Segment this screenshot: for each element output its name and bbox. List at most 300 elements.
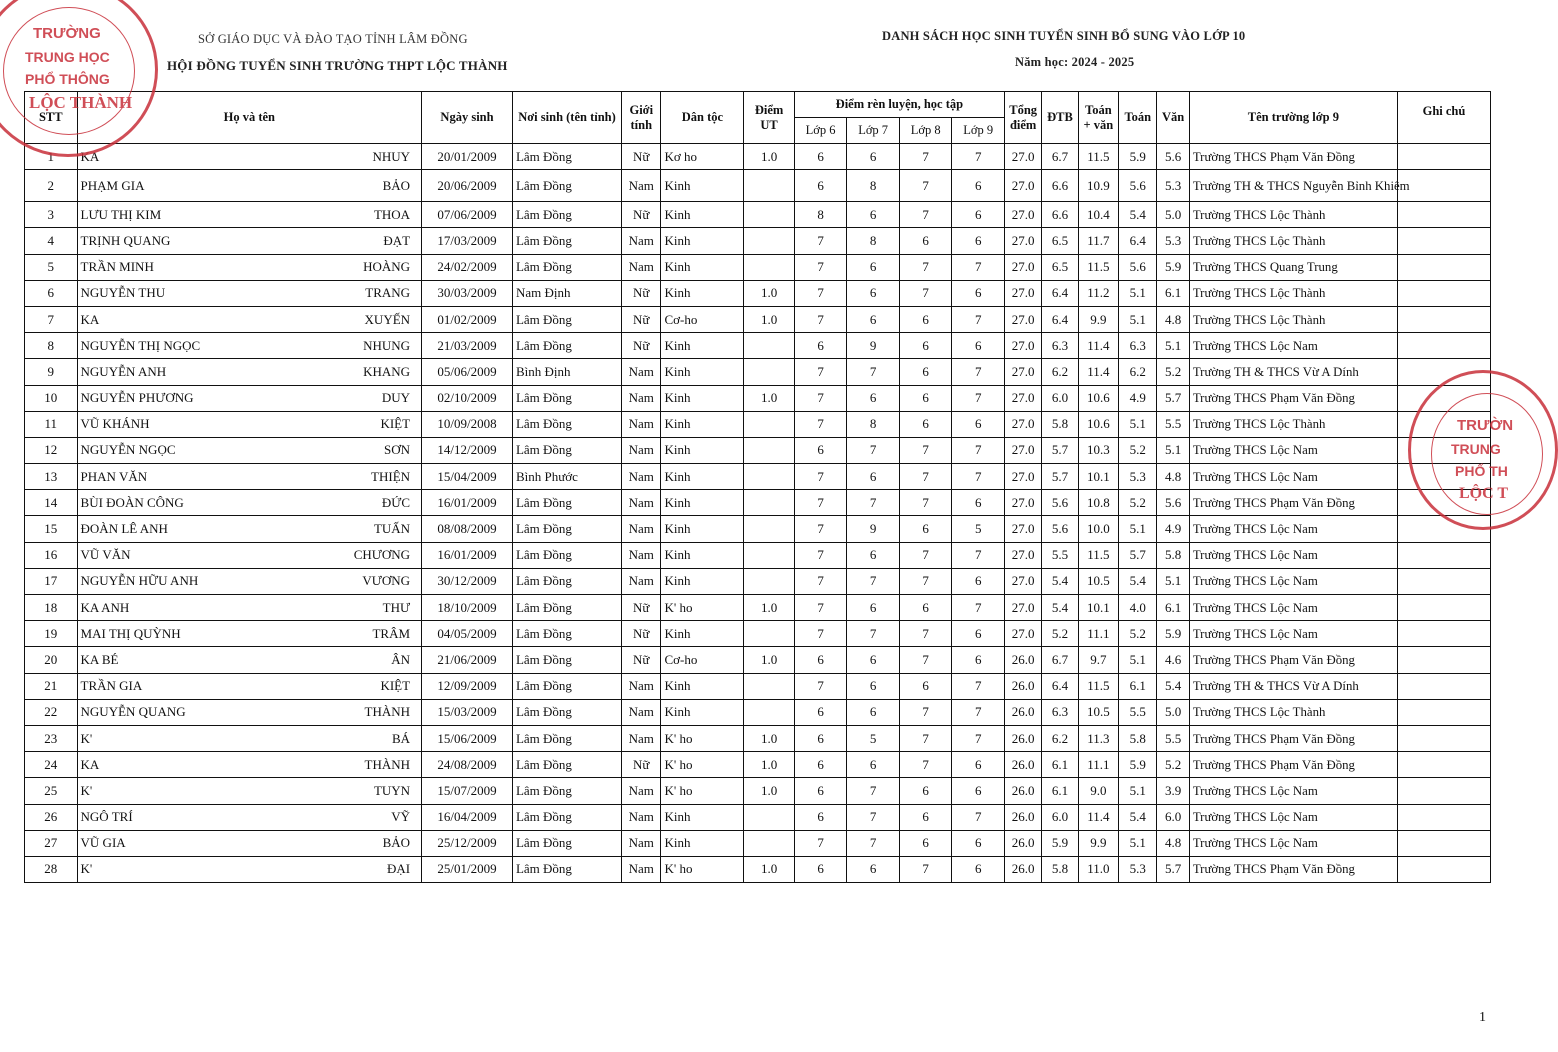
- cell-gender: Nữ: [622, 202, 661, 228]
- cell-name: [77, 144, 422, 170]
- cell-stt: 13: [25, 464, 78, 490]
- col-note: Ghi chú: [1397, 92, 1490, 144]
- cell-stt: 10: [25, 385, 78, 411]
- cell-school: Trường THCS Lộc Nam: [1189, 804, 1397, 830]
- cell-name: [77, 647, 422, 673]
- cell-gpa: 5.7: [1042, 437, 1078, 463]
- last-middle-name: NGUYỄN PHƯƠNG: [80, 390, 194, 406]
- table-row: [25, 647, 1491, 673]
- first-name: THƯ: [382, 599, 411, 615]
- last-middle-name: VŨ GIA: [80, 835, 126, 851]
- cell-pob: Lâm Đồng: [512, 254, 621, 280]
- cell-bonus: [744, 804, 795, 830]
- cell-name: [77, 385, 422, 411]
- cell-total: 27.0: [1004, 228, 1041, 254]
- cell-note: [1397, 778, 1490, 804]
- cell-lit: 5.0: [1157, 699, 1189, 725]
- cell-g7: 9: [847, 333, 900, 359]
- cell-total: 27.0: [1004, 464, 1041, 490]
- table-row: [25, 144, 1491, 170]
- cell-g6: 7: [794, 490, 847, 516]
- cell-mathlit: 9.7: [1078, 647, 1118, 673]
- cell-gender: Nữ: [622, 333, 661, 359]
- table-row: [25, 804, 1491, 830]
- col-math-lit: Toán + văn: [1078, 92, 1118, 144]
- cell-school: Trường THCS Phạm Văn Đồng: [1189, 725, 1397, 751]
- cell-pob: Nam Định: [512, 280, 621, 306]
- cell-dob: 25/01/2009: [422, 856, 513, 882]
- cell-stt: 5: [25, 254, 78, 280]
- cell-gender: Nữ: [622, 621, 661, 647]
- cell-g8: 6: [899, 333, 952, 359]
- first-name: VƯƠNG: [362, 573, 411, 589]
- cell-math: 5.9: [1119, 752, 1157, 778]
- cell-stt: 9: [25, 359, 78, 385]
- last-middle-name: KA ANH: [80, 599, 130, 615]
- cell-g6: 7: [794, 673, 847, 699]
- cell-bonus: 1.0: [744, 385, 795, 411]
- cell-name: [77, 306, 422, 332]
- cell-note: [1397, 144, 1490, 170]
- cell-lit: 5.3: [1157, 228, 1189, 254]
- cell-dob: 30/12/2009: [422, 568, 513, 594]
- cell-bonus: [744, 516, 795, 542]
- cell-school: Trường THCS Lộc Thành: [1189, 280, 1397, 306]
- first-name: SƠN: [384, 442, 411, 458]
- cell-mathlit: 10.1: [1078, 464, 1118, 490]
- cell-gpa: 5.2: [1042, 621, 1078, 647]
- last-middle-name: ĐOÀN LÊ ANH: [80, 521, 168, 537]
- first-name: NHUY: [372, 148, 411, 164]
- cell-pob: Lâm Đồng: [512, 752, 621, 778]
- cell-math: 5.4: [1119, 568, 1157, 594]
- cell-note: [1397, 170, 1490, 202]
- seal-line-4: LỘC THÀNH: [29, 93, 133, 112]
- cell-g7: 7: [847, 490, 900, 516]
- cell-stt: 8: [25, 333, 78, 359]
- cell-school: Trường THCS Quang Trung: [1189, 254, 1397, 280]
- cell-g9: 5: [952, 516, 1005, 542]
- cell-g8: 7: [899, 437, 952, 463]
- cell-school: Trường THCS Phạm Văn Đồng: [1189, 647, 1397, 673]
- cell-mathlit: 10.6: [1078, 385, 1118, 411]
- col-training-group: Điểm rèn luyện, học tập: [794, 92, 1004, 118]
- table-row: [25, 568, 1491, 594]
- table-row: [25, 333, 1491, 359]
- cell-g9: 6: [952, 228, 1005, 254]
- cell-pob: Lâm Đồng: [512, 699, 621, 725]
- first-name: CHƯƠNG: [353, 547, 411, 563]
- cell-g6: 7: [794, 254, 847, 280]
- cell-total: 27.0: [1004, 202, 1041, 228]
- cell-g6: 7: [794, 621, 847, 647]
- cell-bonus: 1.0: [744, 280, 795, 306]
- cell-bonus: [744, 411, 795, 437]
- cell-g8: 7: [899, 490, 952, 516]
- cell-school: Trường THCS Lộc Nam: [1189, 464, 1397, 490]
- cell-school: Trường THCS Phạm Văn Đồng: [1189, 385, 1397, 411]
- cell-g8: 6: [899, 804, 952, 830]
- first-name: BÁ: [391, 730, 411, 746]
- cell-g6: 7: [794, 411, 847, 437]
- table-row: [25, 437, 1491, 463]
- cell-math: 6.4: [1119, 228, 1157, 254]
- cell-g7: 6: [847, 306, 900, 332]
- cell-total: 27.0: [1004, 280, 1041, 306]
- last-middle-name: VŨ KHÁNH: [80, 416, 150, 432]
- cell-g7: 6: [847, 673, 900, 699]
- cell-gender: Nam: [622, 464, 661, 490]
- cell-gender: Nam: [622, 254, 661, 280]
- col-name: Họ và tên: [77, 92, 422, 144]
- council-name: HỘI ĐỒNG TUYỂN SINH TRƯỜNG THPT LỘC THÀNH: [167, 58, 508, 73]
- cell-mathlit: 11.1: [1078, 621, 1118, 647]
- cell-lit: 6.0: [1157, 804, 1189, 830]
- cell-lit: 5.6: [1157, 490, 1189, 516]
- cell-g7: 7: [847, 778, 900, 804]
- cell-school: Trường TH & THCS Vừ A Dính: [1189, 673, 1397, 699]
- first-name: HOÀNG: [363, 259, 411, 275]
- cell-lit: 5.4: [1157, 673, 1189, 699]
- table-row: [25, 464, 1491, 490]
- cell-lit: 5.1: [1157, 437, 1189, 463]
- cell-mathlit: 11.4: [1078, 333, 1118, 359]
- cell-stt: 4: [25, 228, 78, 254]
- cell-g6: 6: [794, 437, 847, 463]
- seal-right-line-2: TRUNG: [1451, 441, 1501, 457]
- cell-g8: 7: [899, 170, 952, 202]
- cell-name: [77, 490, 422, 516]
- cell-ethnic: Kinh: [661, 280, 744, 306]
- cell-gpa: 6.7: [1042, 647, 1078, 673]
- cell-school: Trường THCS Lộc Nam: [1189, 516, 1397, 542]
- cell-name: [77, 228, 422, 254]
- cell-school: Trường THCS Lộc Nam: [1189, 778, 1397, 804]
- cell-mathlit: 11.5: [1078, 542, 1118, 568]
- cell-g7: 8: [847, 411, 900, 437]
- cell-dob: 10/09/2008: [422, 411, 513, 437]
- cell-g9: 7: [952, 144, 1005, 170]
- cell-dob: 05/06/2009: [422, 359, 513, 385]
- cell-total: 26.0: [1004, 673, 1041, 699]
- last-middle-name: NGUYỄN THỊ NGỌC: [80, 337, 201, 353]
- cell-g7: 6: [847, 752, 900, 778]
- cell-note: [1397, 280, 1490, 306]
- col-grade9: Lớp 9: [952, 118, 1005, 144]
- cell-name: [77, 725, 422, 751]
- cell-stt: 22: [25, 699, 78, 725]
- cell-pob: Lâm Đồng: [512, 170, 621, 202]
- seal-line-1: TRƯỜNG: [33, 25, 101, 42]
- cell-note: [1397, 202, 1490, 228]
- cell-stt: 17: [25, 568, 78, 594]
- cell-g6: 7: [794, 359, 847, 385]
- cell-math: 5.1: [1119, 778, 1157, 804]
- cell-g8: 6: [899, 830, 952, 856]
- cell-g8: 6: [899, 778, 952, 804]
- table-row: [25, 202, 1491, 228]
- cell-g9: 7: [952, 437, 1005, 463]
- first-name: TUYN: [373, 782, 411, 798]
- seal-right-line-1: TRƯỜN: [1457, 417, 1514, 434]
- cell-stt: 1: [25, 144, 78, 170]
- cell-g6: 8: [794, 202, 847, 228]
- cell-note: [1397, 595, 1490, 621]
- col-school: Tên trường lớp 9: [1189, 92, 1397, 144]
- cell-ethnic: Kinh: [661, 542, 744, 568]
- cell-mathlit: 10.8: [1078, 490, 1118, 516]
- last-middle-name: TRỊNH QUANG: [80, 232, 171, 248]
- cell-math: 5.4: [1119, 202, 1157, 228]
- cell-stt: 3: [25, 202, 78, 228]
- cell-gpa: 5.8: [1042, 856, 1078, 882]
- cell-note: [1397, 699, 1490, 725]
- cell-pob: Lâm Đồng: [512, 306, 621, 332]
- cell-pob: Lâm Đồng: [512, 202, 621, 228]
- cell-g7: 6: [847, 144, 900, 170]
- cell-school: Trường THCS Lộc Nam: [1189, 542, 1397, 568]
- cell-total: 27.0: [1004, 144, 1041, 170]
- first-name: THOA: [373, 206, 411, 222]
- cell-total: 27.0: [1004, 385, 1041, 411]
- cell-g9: 6: [952, 280, 1005, 306]
- last-middle-name: K': [80, 730, 93, 746]
- cell-pob: Lâm Đồng: [512, 516, 621, 542]
- cell-g8: 7: [899, 621, 952, 647]
- first-name: VỸ: [391, 809, 411, 825]
- cell-gender: Nam: [622, 542, 661, 568]
- cell-bonus: 1.0: [744, 725, 795, 751]
- cell-ethnic: Kinh: [661, 411, 744, 437]
- cell-g6: 7: [794, 306, 847, 332]
- last-middle-name: KA: [80, 311, 100, 327]
- table-row: [25, 359, 1491, 385]
- cell-bonus: [744, 202, 795, 228]
- cell-ethnic: Kinh: [661, 621, 744, 647]
- first-name: THIỆN: [371, 468, 411, 484]
- cell-name: [77, 699, 422, 725]
- seal-line-2: TRUNG HỌC: [25, 49, 110, 65]
- cell-g8: 6: [899, 516, 952, 542]
- cell-math: 5.5: [1119, 699, 1157, 725]
- cell-total: 26.0: [1004, 752, 1041, 778]
- cell-math: 5.1: [1119, 306, 1157, 332]
- cell-ethnic: Kinh: [661, 516, 744, 542]
- table-row: [25, 516, 1491, 542]
- table-row: [25, 621, 1491, 647]
- cell-gpa: 6.6: [1042, 202, 1078, 228]
- first-name: TRÂM: [372, 625, 411, 641]
- cell-mathlit: 10.5: [1078, 568, 1118, 594]
- seal-line-3: PHỔ THÔNG: [25, 71, 110, 87]
- cell-g6: 7: [794, 830, 847, 856]
- cell-gpa: 6.1: [1042, 752, 1078, 778]
- cell-total: 27.0: [1004, 568, 1041, 594]
- cell-ethnic: Kinh: [661, 170, 744, 202]
- cell-mathlit: 10.3: [1078, 437, 1118, 463]
- first-name: ĐẠI: [386, 861, 411, 877]
- cell-total: 26.0: [1004, 647, 1041, 673]
- cell-gender: Nam: [622, 437, 661, 463]
- cell-math: 5.1: [1119, 830, 1157, 856]
- cell-math: 5.6: [1119, 170, 1157, 202]
- cell-name: [77, 202, 422, 228]
- cell-total: 26.0: [1004, 804, 1041, 830]
- table-row: [25, 170, 1491, 202]
- cell-gpa: 5.6: [1042, 516, 1078, 542]
- cell-dob: 07/06/2009: [422, 202, 513, 228]
- cell-dob: 24/08/2009: [422, 752, 513, 778]
- cell-bonus: [744, 568, 795, 594]
- cell-g8: 7: [899, 725, 952, 751]
- cell-school: Trường THCS Phạm Văn Đồng: [1189, 752, 1397, 778]
- cell-gender: Nữ: [622, 752, 661, 778]
- cell-stt: 6: [25, 280, 78, 306]
- cell-g7: 6: [847, 542, 900, 568]
- cell-g9: 6: [952, 830, 1005, 856]
- cell-stt: 26: [25, 804, 78, 830]
- cell-name: [77, 752, 422, 778]
- cell-gpa: 6.5: [1042, 254, 1078, 280]
- last-middle-name: VŨ VĂN: [80, 547, 131, 563]
- cell-gender: Nam: [622, 516, 661, 542]
- cell-g8: 7: [899, 752, 952, 778]
- cell-gpa: 5.7: [1042, 464, 1078, 490]
- cell-mathlit: 11.4: [1078, 804, 1118, 830]
- last-middle-name: MAI THỊ QUỲNH: [80, 625, 181, 641]
- first-name: ĐỨC: [381, 494, 411, 510]
- cell-g7: 6: [847, 699, 900, 725]
- cell-note: [1397, 752, 1490, 778]
- cell-name: [77, 411, 422, 437]
- cell-stt: 27: [25, 830, 78, 856]
- department-name: SỞ GIÁO DỤC VÀ ĐÀO TẠO TỈNH LÂM ĐỒNG: [198, 32, 468, 46]
- cell-ethnic: Kinh: [661, 673, 744, 699]
- cell-g7: 6: [847, 856, 900, 882]
- cell-bonus: [744, 621, 795, 647]
- col-math: Toán: [1119, 92, 1157, 144]
- cell-note: [1397, 568, 1490, 594]
- last-middle-name: NGÔ TRÍ: [80, 809, 133, 825]
- cell-mathlit: 9.9: [1078, 830, 1118, 856]
- cell-g6: 7: [794, 464, 847, 490]
- cell-total: 27.0: [1004, 411, 1041, 437]
- cell-mathlit: 11.5: [1078, 673, 1118, 699]
- cell-g7: 6: [847, 385, 900, 411]
- cell-gender: Nam: [622, 856, 661, 882]
- cell-dob: 21/03/2009: [422, 333, 513, 359]
- first-name: BẢO: [382, 835, 411, 851]
- cell-mathlit: 11.7: [1078, 228, 1118, 254]
- cell-math: 4.0: [1119, 595, 1157, 621]
- cell-mathlit: 11.3: [1078, 725, 1118, 751]
- cell-dob: 08/08/2009: [422, 516, 513, 542]
- cell-name: [77, 778, 422, 804]
- cell-name: [77, 437, 422, 463]
- last-middle-name: NGUYỄN NGỌC: [80, 442, 176, 458]
- cell-ethnic: Kinh: [661, 490, 744, 516]
- cell-lit: 4.9: [1157, 516, 1189, 542]
- cell-g9: 6: [952, 490, 1005, 516]
- col-grade7: Lớp 7: [847, 118, 900, 144]
- cell-g6: 6: [794, 333, 847, 359]
- cell-lit: 4.6: [1157, 647, 1189, 673]
- cell-dob: 04/05/2009: [422, 621, 513, 647]
- cell-name: [77, 804, 422, 830]
- cell-g9: 7: [952, 306, 1005, 332]
- cell-math: 5.7: [1119, 542, 1157, 568]
- cell-ethnic: Cơ-ho: [661, 306, 744, 332]
- last-middle-name: PHẠM GIA: [80, 177, 145, 193]
- cell-note: [1397, 333, 1490, 359]
- cell-school: Trường THCS Lộc Nam: [1189, 333, 1397, 359]
- table-row: [25, 699, 1491, 725]
- cell-name: [77, 856, 422, 882]
- last-middle-name: NGUYỄN ANH: [80, 363, 167, 379]
- cell-g8: 7: [899, 144, 952, 170]
- cell-g8: 6: [899, 306, 952, 332]
- cell-total: 26.0: [1004, 856, 1041, 882]
- last-middle-name: TRẦN GIA: [80, 678, 143, 694]
- cell-bonus: 1.0: [744, 144, 795, 170]
- first-name: DUY: [381, 390, 411, 406]
- cell-pob: Lâm Đồng: [512, 490, 621, 516]
- cell-dob: 12/09/2009: [422, 673, 513, 699]
- cell-bonus: 1.0: [744, 752, 795, 778]
- cell-pob: Lâm Đồng: [512, 411, 621, 437]
- cell-gender: Nữ: [622, 595, 661, 621]
- cell-name: [77, 516, 422, 542]
- table-row: [25, 673, 1491, 699]
- cell-gpa: 6.4: [1042, 306, 1078, 332]
- cell-dob: 21/06/2009: [422, 647, 513, 673]
- cell-g7: 8: [847, 170, 900, 202]
- cell-g7: 5: [847, 725, 900, 751]
- cell-gender: Nam: [622, 170, 661, 202]
- cell-g8: 7: [899, 542, 952, 568]
- cell-total: 27.0: [1004, 516, 1041, 542]
- cell-math: 5.2: [1119, 437, 1157, 463]
- cell-g8: 6: [899, 359, 952, 385]
- cell-g6: 6: [794, 699, 847, 725]
- cell-gender: Nam: [622, 725, 661, 751]
- cell-lit: 3.9: [1157, 778, 1189, 804]
- cell-pob: Lâm Đồng: [512, 542, 621, 568]
- cell-g8: 7: [899, 856, 952, 882]
- cell-gender: Nữ: [622, 144, 661, 170]
- cell-mathlit: 11.5: [1078, 144, 1118, 170]
- last-middle-name: K': [80, 782, 93, 798]
- cell-g9: 7: [952, 359, 1005, 385]
- cell-g7: 6: [847, 464, 900, 490]
- first-name: NHUNG: [363, 337, 411, 353]
- cell-bonus: [744, 228, 795, 254]
- col-pob: Nơi sinh (tên tỉnh): [512, 92, 621, 144]
- cell-pob: Lâm Đồng: [512, 437, 621, 463]
- cell-mathlit: 11.1: [1078, 752, 1118, 778]
- cell-total: 27.0: [1004, 490, 1041, 516]
- cell-gender: Nam: [622, 228, 661, 254]
- cell-g9: 7: [952, 254, 1005, 280]
- cell-gender: Nữ: [622, 647, 661, 673]
- cell-name: [77, 595, 422, 621]
- cell-note: [1397, 254, 1490, 280]
- cell-dob: 16/01/2009: [422, 542, 513, 568]
- cell-g9: 6: [952, 621, 1005, 647]
- cell-mathlit: 10.1: [1078, 595, 1118, 621]
- cell-mathlit: 11.2: [1078, 280, 1118, 306]
- cell-dob: 14/12/2009: [422, 437, 513, 463]
